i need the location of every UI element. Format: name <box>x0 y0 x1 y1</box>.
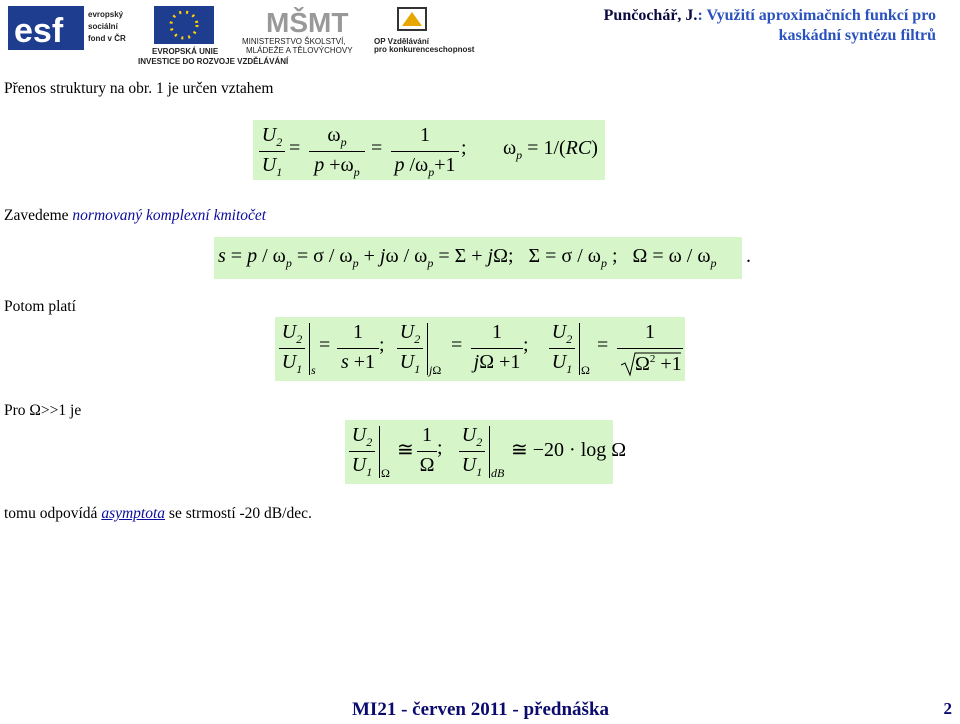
equation-magnitude-forms: $U_2$ $U_1$ s = 1 s +1 ; $U_2$ $U_1$ jΩ = 1 jΩ +1 ; $U_2$ $U_1$ Ω = 1 $\Omega^2 +1$ <box>275 317 685 381</box>
svg-text:MŠMT: MŠMT <box>266 7 349 38</box>
svg-text:sociální: sociální <box>88 22 118 31</box>
title-line-2: kaskádní syntézu filtrů <box>778 27 936 44</box>
text-line-transfer: Přenos struktury na obr. 1 je určen vztahem <box>4 80 274 97</box>
svg-text:INVESTICE DO ROZVOJE VZDĚLÁVÁN: INVESTICE DO ROZVOJE VZDĚLÁVÁNÍ <box>138 57 289 66</box>
slide-header-title: Punčochář, J.: Využití aproximačních funkcí pro kaskádní syntézu filtrů <box>603 7 936 44</box>
svg-text:esf: esf <box>14 12 64 50</box>
svg-text:OP Vzdělávání: OP Vzdělávání <box>374 37 429 46</box>
text-line-then: Potom platí <box>4 298 76 315</box>
esf-logo <box>8 6 126 50</box>
link-asymptote[interactable]: asymptota <box>101 505 166 522</box>
text-line-asymptote: tomu odpovídá asymptota se strmostí -20 dB/dec. <box>4 505 312 522</box>
equation-transfer-function: $U_2$ $U_1$ = $\omega_p$ $p +\omega_p$ = 1 p $/\omega_p+1$ ; $\omega_p = 1/(RC)$ <box>253 120 605 180</box>
svg-text:MINISTERSTVO ŠKOLSTVÍ,: MINISTERSTVO ŠKOLSTVÍ, <box>242 37 346 46</box>
op-logo <box>374 8 475 54</box>
svg-text:MLÁDEŽE A TĚLOVÝCHOVY: MLÁDEŽE A TĚLOVÝCHOVY <box>246 46 353 55</box>
logo-strip <box>6 2 586 68</box>
msmt-logo <box>242 6 353 55</box>
author-name: Punčochář, J. <box>603 7 698 24</box>
text-line-for-omega: Pro Ω>>1 je <box>4 402 82 419</box>
equation-asymptote: $U_2$ $U_1$ Ω ≅ 1 Ω ; $U_2$ $U_1$ dB ≅ −20 · log Ω <box>345 420 613 484</box>
equation-normalized-frequency: $s = p / \omega_p = \sigma / \omega_p + j\omega / \omega_p = \Sigma + j\Omega$; $\Sigma = \sigma / \omega_p$ ; $\Omega = \omega / \omega_p$ <box>214 237 742 279</box>
svg-text:EVROPSKÁ UNIE: EVROPSKÁ UNIE <box>152 47 219 56</box>
svg-text:pro konkurenceschopnost: pro konkurenceschopnost <box>374 45 475 54</box>
svg-text:fond v ČR: fond v ČR <box>88 34 126 43</box>
link-normalized-frequency[interactable]: normovaný komplexní kmitočet <box>72 207 267 224</box>
footer-lecture-label: MI21 - červen 2011 - přednáška <box>352 699 610 720</box>
page-number: 2 <box>943 699 952 718</box>
title-line-1: Využití aproximačních funkcí pro <box>706 7 936 24</box>
text-line-normalized: Zavedeme normovaný komplexní kmitočet <box>4 207 267 224</box>
svg-text:evropský: evropský <box>88 10 124 19</box>
eu-flag-logo <box>152 6 219 56</box>
